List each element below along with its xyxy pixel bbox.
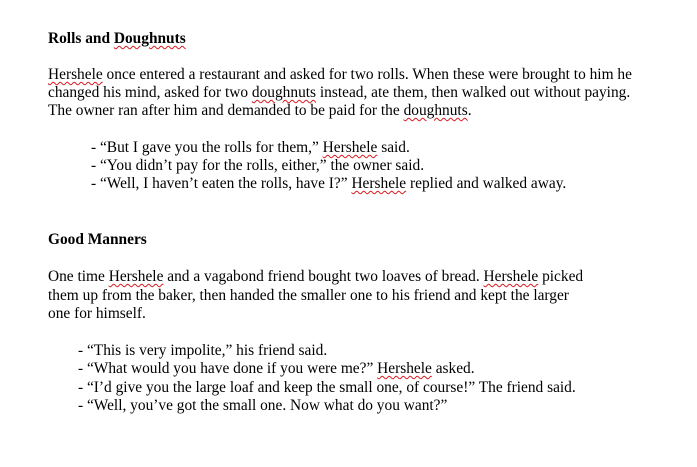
story1-dialogue-line-3: - “Well, I haven’t eaten the rolls, have I?” Hershele replied and walked away. (91, 175, 567, 192)
spellcheck-word[interactable]: Doughnuts (113, 30, 186, 47)
story2-dialogue-line-2: - “What would you have done if you were me?” Hershele asked. (78, 360, 475, 377)
spellcheck-word[interactable]: Hershele (483, 268, 539, 285)
story2-paragraph-line-1: One time Hershele and a vagabond friend bought two loaves of bread. Hershele picked (48, 268, 584, 285)
spellcheck-word[interactable]: Hershele (351, 175, 407, 192)
story-title-rolls-and-doughnuts: Rolls and Doughnuts (48, 30, 186, 47)
story2-dialogue-line-3: - “I’d give you the large loaf and keep the small one, of course!” The friend said. (78, 379, 576, 396)
spellcheck-word[interactable]: Hershele (48, 66, 103, 83)
spellcheck-word[interactable]: Hershele (108, 268, 164, 285)
story1-dialogue-line-2: - “You didn’t pay for the rolls, either,” the owner said. (91, 157, 425, 174)
spellcheck-word[interactable]: Hershele (322, 139, 378, 156)
story2-dialogue-line-1: - “This is very impolite,” his friend said. (78, 342, 328, 359)
story1-dialogue-line-1: - “But I gave you the rolls for them,” Hershele said. (91, 139, 410, 156)
story1-paragraph-line-1: Hershele once entered a restaurant and asked for two rolls. When these were brought to him he (48, 66, 632, 83)
story2-dialogue-line-4: - “Well, you’ve got the small one. Now what do you want?” (78, 397, 448, 414)
story-title-good-manners: Good Manners (48, 231, 147, 248)
story2-paragraph-line-2: them up from the baker, then handed the smaller one to his friend and kept the larger (48, 287, 569, 304)
spellcheck-word[interactable]: Hershele (377, 360, 432, 377)
spellcheck-word[interactable]: doughnuts (403, 102, 468, 119)
story1-paragraph-line-2: changed his mind, asked for two doughnuts instead, ate them, then walked out without paying. (48, 84, 631, 101)
story1-paragraph-line-3: The owner ran after him and demanded to be paid for the doughnuts. (48, 102, 472, 119)
story2-paragraph-line-3: one for himself. (48, 305, 146, 322)
spellcheck-word[interactable]: doughnuts (251, 84, 317, 101)
